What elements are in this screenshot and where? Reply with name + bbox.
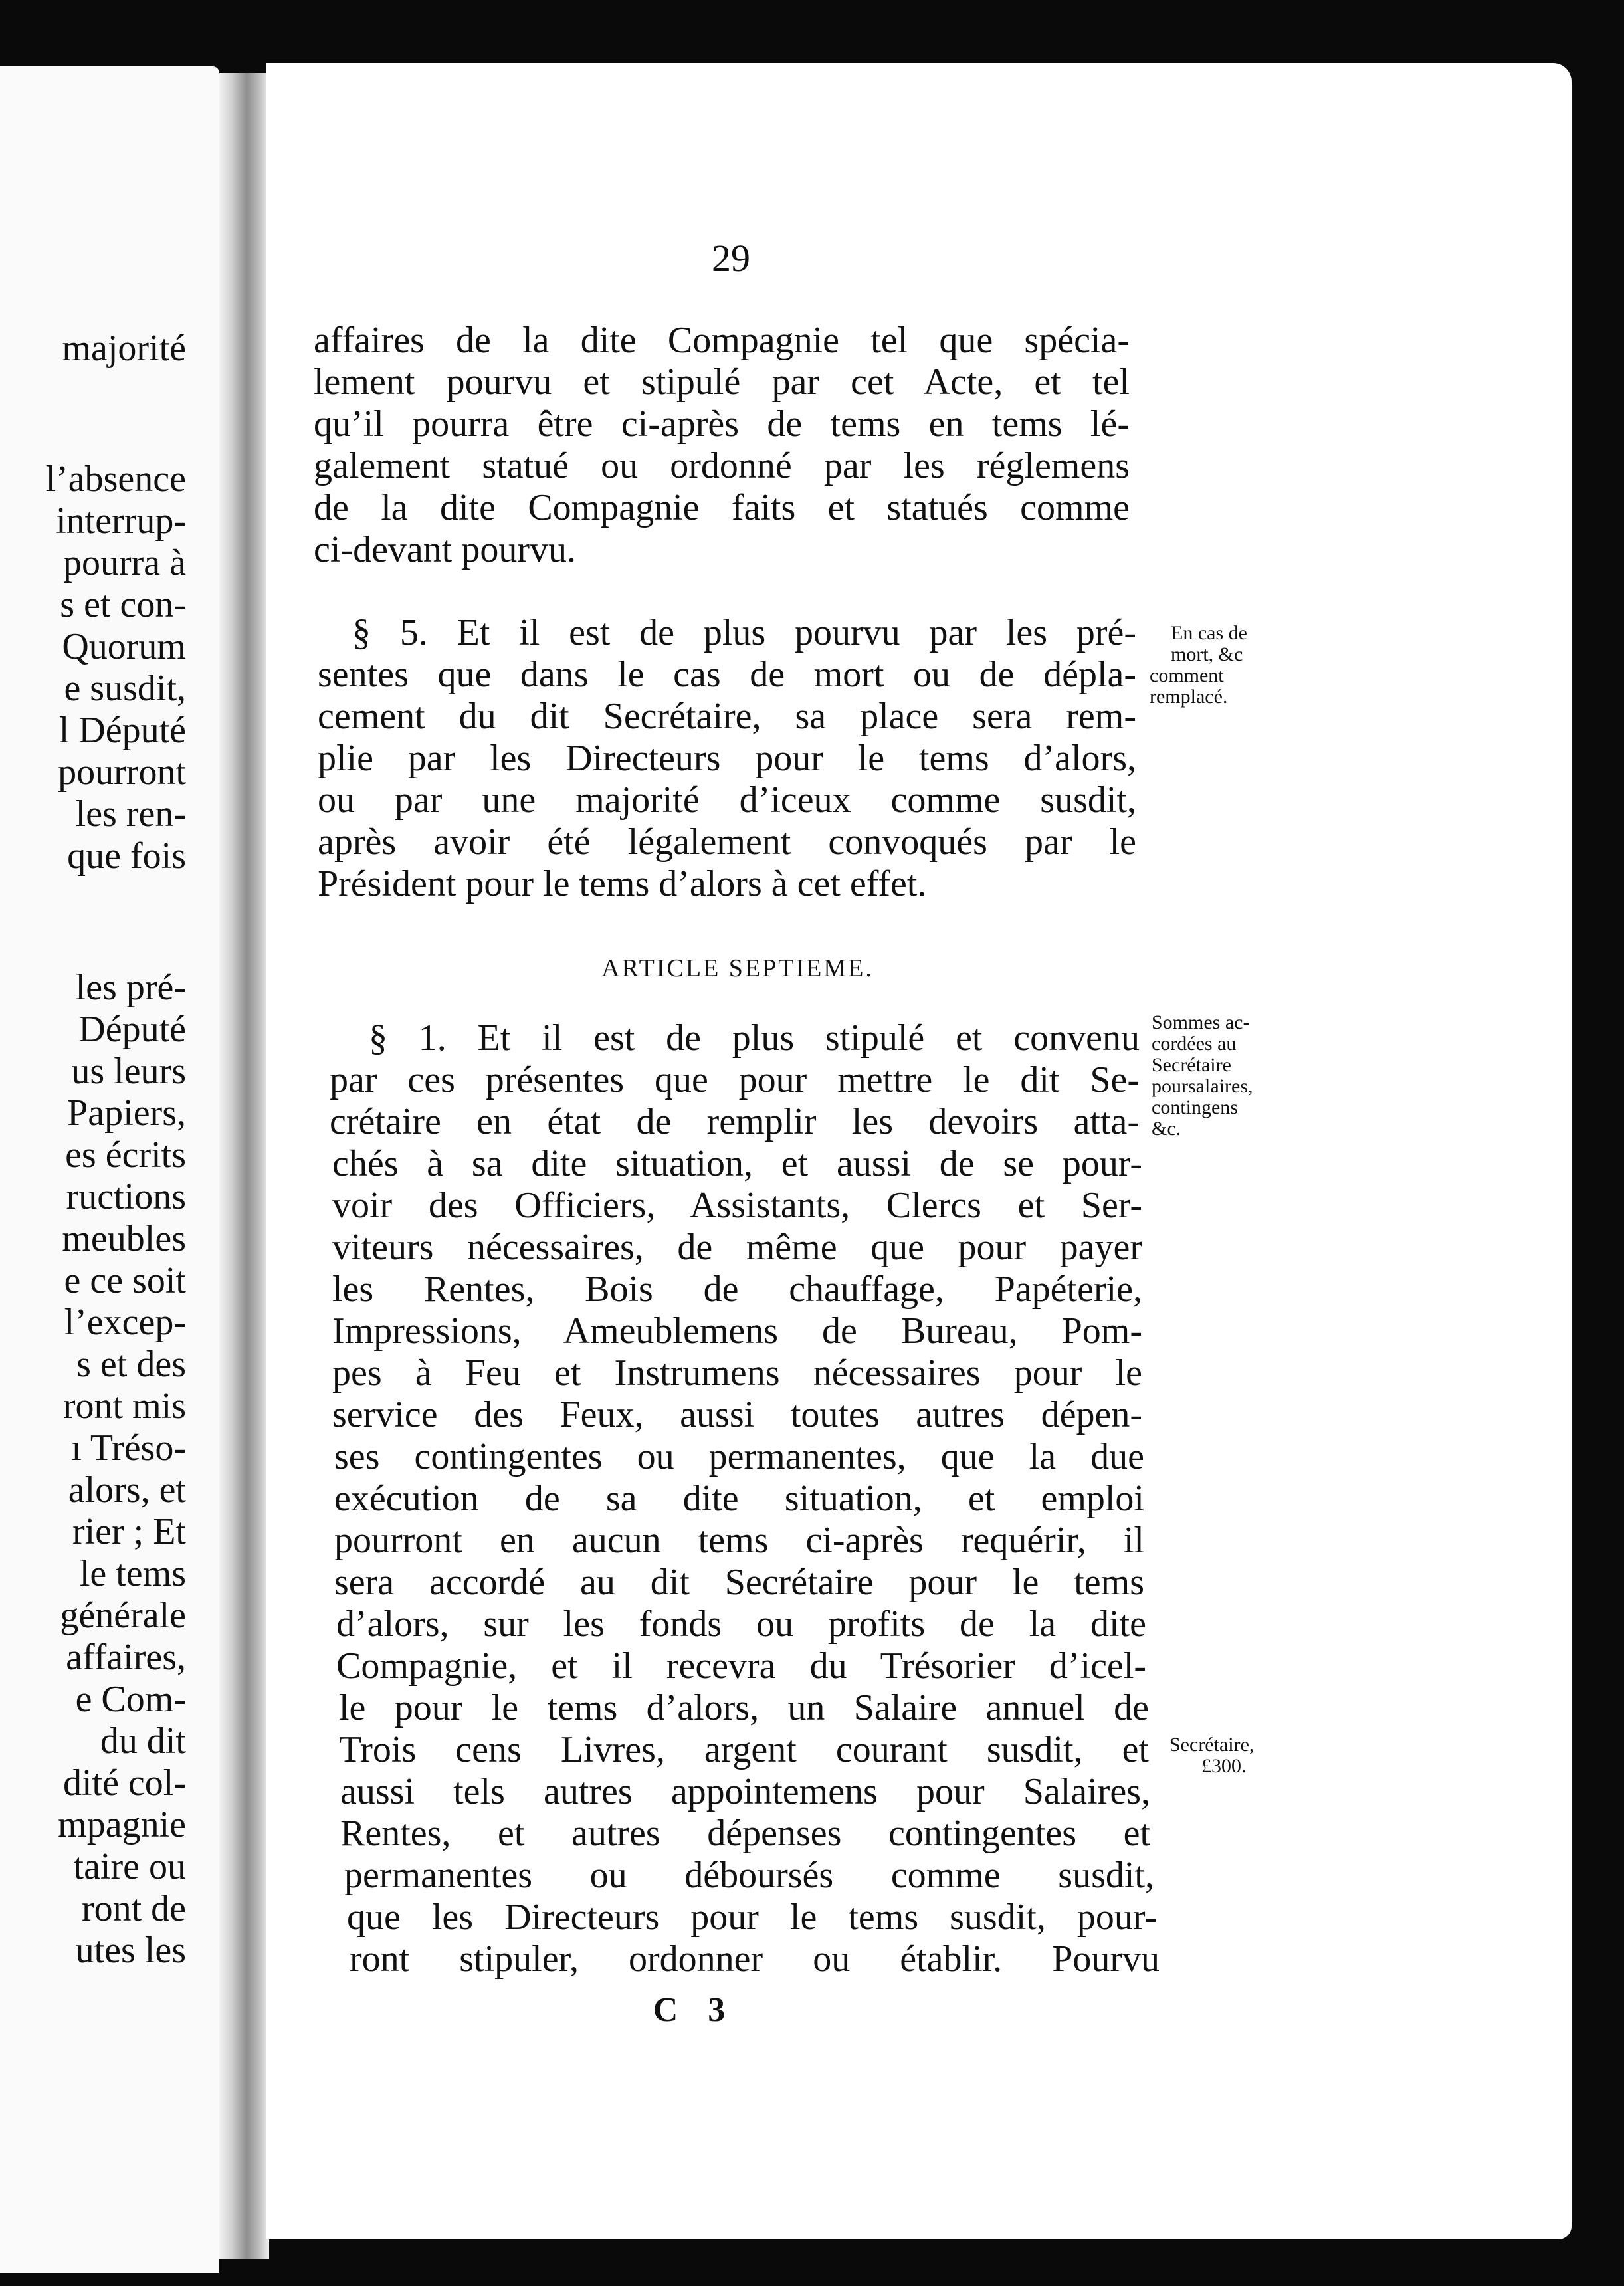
margin-note-line: poursalaires, xyxy=(1152,1075,1253,1097)
margin-note-line: &c. xyxy=(1152,1118,1181,1140)
paragraph-2-line: Président pour le tems d’alors à cet effet. xyxy=(318,863,927,904)
paragraph-3-line: Trois cens Livres, argent courant susdit, et xyxy=(339,1729,1149,1770)
margin-note-line: contingens xyxy=(1152,1096,1238,1118)
left-page-line: affaires, xyxy=(66,1637,186,1678)
signature-mark: C 3 xyxy=(653,1991,736,2029)
paragraph-1-line: ci-devant pourvu. xyxy=(314,529,576,570)
left-page-line: Quorum xyxy=(62,626,186,667)
left-page-line: dité col- xyxy=(62,1762,186,1804)
left-page-line: mpagnie xyxy=(58,1804,186,1845)
left-page-line: le tems xyxy=(79,1553,186,1594)
paragraph-3-line: § 1. Et il est de plus stipulé et convenu xyxy=(369,1017,1140,1059)
paragraph-1-line: galement statué ou ordonné par les réglemens xyxy=(314,445,1130,486)
paragraph-2-line: sentes que dans le cas de mort ou de dépla- xyxy=(318,654,1136,695)
left-page-line: ı Tréso- xyxy=(71,1427,186,1469)
paragraph-2-line: plie par les Directeurs pour le tems d’alors, xyxy=(318,738,1136,779)
paragraph-3-line: Rentes, et autres dépenses contingentes et xyxy=(340,1813,1150,1854)
margin-note-line: mort, &c xyxy=(1171,643,1243,665)
paragraph-3-line: ses contingentes ou permanentes, que la due xyxy=(334,1436,1144,1477)
left-page-line: ront de xyxy=(81,1888,186,1929)
paragraph-1-line: affaires de la dite Compagnie tel que spécia- xyxy=(314,320,1130,361)
left-page-line: s et des xyxy=(76,1344,186,1385)
paragraph-2-line: ou par une majorité d’iceux comme susdit, xyxy=(318,779,1136,821)
left-page-line: l’absence xyxy=(45,459,186,500)
left-page-line: générale xyxy=(60,1595,186,1636)
paragraph-3-line: viteurs nécessaires, de même que pour payer xyxy=(332,1227,1142,1268)
left-page-line: s et con- xyxy=(60,584,186,625)
paragraph-3-line: ront stipuler, ordonner ou établir. Pourvu xyxy=(350,1938,1160,1980)
paragraph-3-line: Impressions, Ameublemens de Bureau, Pom- xyxy=(332,1310,1142,1352)
left-page-line: majorité xyxy=(62,328,186,369)
paragraph-3-line: le pour le tems d’alors, un Salaire annuel de xyxy=(339,1687,1149,1728)
margin-note-line: £300. xyxy=(1201,1755,1247,1777)
left-page-line: ructions xyxy=(66,1176,186,1217)
paragraph-3-line: les Rentes, Bois de chauffage, Papéterie, xyxy=(332,1269,1142,1310)
paragraph-2-line: § 5. Et il est de plus pourvu par les pré- xyxy=(352,612,1136,653)
left-page-line: ront mis xyxy=(62,1386,186,1427)
left-page-line: e susdit, xyxy=(64,668,186,709)
paragraph-1-line: lement pourvu et stipulé par cet Acte, et tel xyxy=(314,362,1130,403)
paragraph-3-line: exécution de sa dite situation, et emploi xyxy=(334,1478,1144,1519)
left-page-line: rier ; Et xyxy=(72,1511,186,1552)
left-page-line: es écrits xyxy=(65,1134,186,1176)
paragraph-3-line: chés à sa dite situation, et aussi de se pour- xyxy=(332,1143,1142,1184)
left-page-line: l Député xyxy=(58,710,186,751)
left-page-fragment xyxy=(0,66,219,2273)
left-page-line: interrup- xyxy=(56,500,186,542)
margin-note-line: Sommes ac- xyxy=(1152,1011,1250,1033)
paragraph-3-line: Compagnie, et il recevra du Trésorier d’icel- xyxy=(336,1645,1146,1687)
paragraph-3-line: aussi tels autres appointemens pour Salaires, xyxy=(340,1771,1150,1812)
paragraph-2-line: après avoir été légalement convoqués par le xyxy=(318,821,1136,863)
left-page-line: Papiers, xyxy=(67,1092,186,1134)
paragraph-3-line: pes à Feu et Instrumens nécessaires pour le xyxy=(332,1352,1142,1394)
left-page-line: alors, et xyxy=(68,1469,186,1510)
left-page-line: e ce soit xyxy=(64,1260,186,1301)
left-page-line: pourront xyxy=(58,752,186,793)
paragraph-3-line: d’alors, sur les fonds ou profits de la dite xyxy=(336,1604,1146,1645)
paragraph-2-line: cement du dit Secrétaire, sa place sera rem- xyxy=(318,696,1136,737)
book-gutter xyxy=(219,73,269,2259)
page-edge-shadow xyxy=(1572,63,1624,2256)
left-page-line: meubles xyxy=(62,1218,186,1259)
paragraph-3-line: crétaire en état de remplir les devoirs atta- xyxy=(330,1101,1140,1142)
page-number: 29 xyxy=(712,237,750,280)
paragraph-3-line: service des Feux, aussi toutes autres dépen- xyxy=(332,1394,1142,1435)
left-page-line: du dit xyxy=(100,1720,186,1762)
margin-note-line: Secrétaire xyxy=(1152,1054,1231,1076)
left-page-line: taire ou xyxy=(73,1846,186,1887)
paragraph-3-line: permanentes ou déboursés comme susdit, xyxy=(344,1855,1154,1896)
left-page-line: que fois xyxy=(67,835,186,877)
paragraph-3-line: que les Directeurs pour le tems susdit, pour- xyxy=(347,1897,1157,1938)
margin-note-line: En cas de xyxy=(1171,622,1247,644)
article-heading: ARTICLE SEPTIEME. xyxy=(601,954,874,982)
left-page-line: utes les xyxy=(75,1930,186,1971)
left-page-line: l’excep- xyxy=(64,1302,186,1343)
margin-note-line: Secrétaire, xyxy=(1169,1734,1255,1756)
left-page-line: us leurs xyxy=(71,1051,186,1092)
left-page-line: pourra à xyxy=(62,542,186,583)
left-page-line: e Com- xyxy=(75,1679,186,1720)
paragraph-3-line: sera accordé au dit Secrétaire pour le tems xyxy=(334,1562,1144,1603)
paragraph-1-line: qu’il pourra être ci-après de tems en tems lé- xyxy=(314,403,1130,445)
paragraph-3-line: par ces présentes que pour mettre le dit Se- xyxy=(330,1059,1140,1100)
margin-note-line: remplacé. xyxy=(1150,686,1228,708)
paragraph-1-line: de la dite Compagnie faits et statués comme xyxy=(314,487,1130,528)
paragraph-3-line: voir des Officiers, Assistants, Clercs et Ser- xyxy=(332,1185,1142,1226)
paragraph-3-line: pourront en aucun tems ci-après requérir, il xyxy=(334,1520,1144,1561)
left-page-line: les ren- xyxy=(75,793,186,835)
margin-note-line: comment xyxy=(1150,665,1224,686)
left-page-line: les pré- xyxy=(75,967,186,1008)
left-page-line: Député xyxy=(78,1009,186,1050)
margin-note-line: cordées au xyxy=(1152,1033,1237,1055)
